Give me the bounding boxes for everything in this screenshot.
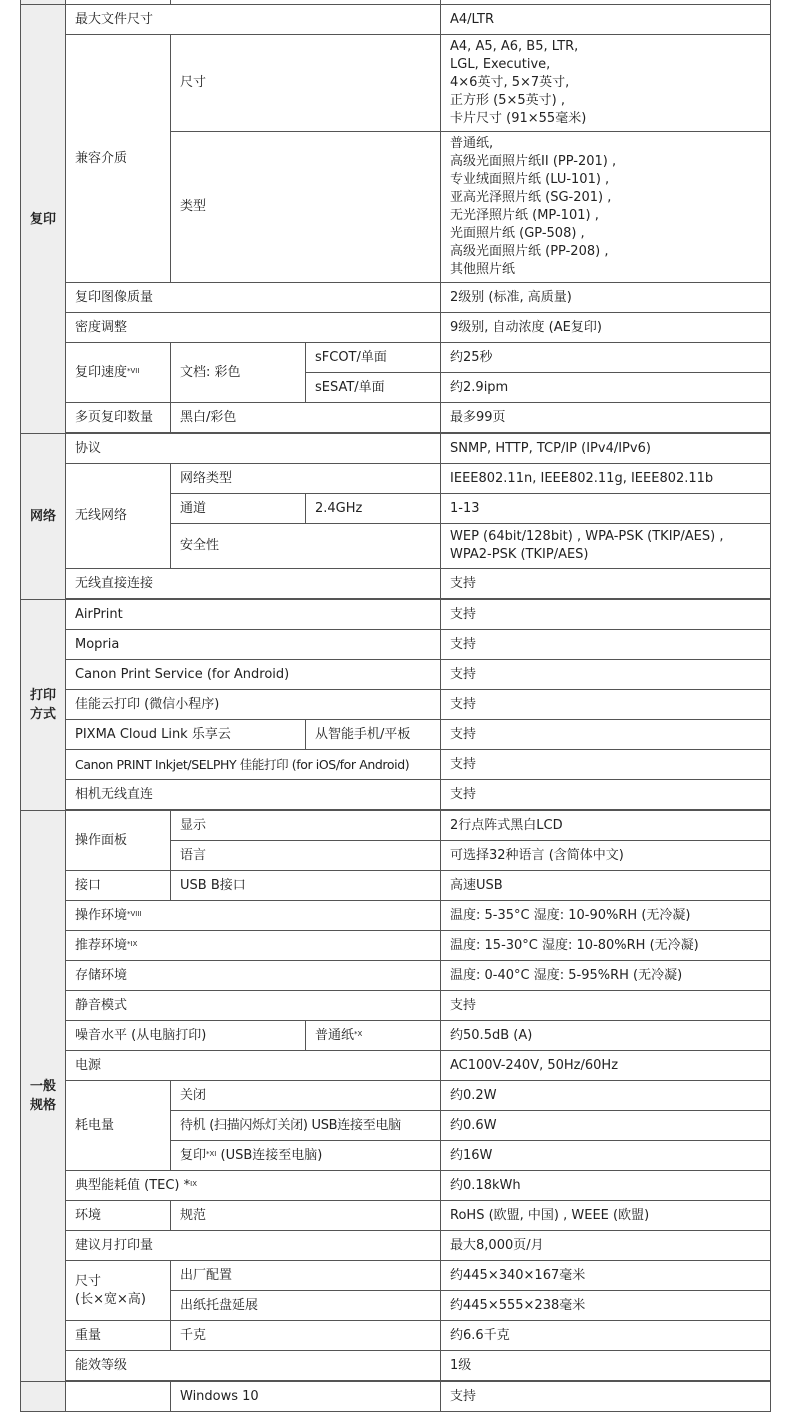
row-value: 支持	[441, 991, 771, 1021]
table-row	[21, 464, 771, 494]
row-value: 温度: 5-35°C 湿度: 10-90%RH (无冷凝)	[441, 901, 771, 931]
table-row	[21, 1351, 771, 1381]
text-line: LGL, Executive,	[450, 57, 551, 72]
row-value: 最多99页	[441, 403, 771, 433]
footnote-mark: *IX	[127, 939, 138, 948]
row-value-types	[441, 132, 771, 283]
row-label: 无线网络	[66, 464, 171, 569]
row-label: Mopria	[66, 630, 441, 660]
table-row	[21, 991, 771, 1021]
table-row	[21, 1171, 771, 1201]
row-label: AirPrint	[66, 600, 441, 630]
row-label: 接口	[66, 871, 171, 901]
row-value: 支持	[441, 660, 771, 690]
row-sublabel: USB B接口	[171, 871, 441, 901]
row-value-security	[441, 524, 771, 569]
table-row	[21, 1051, 771, 1081]
row-label: Canon PRINT Inkjet/SELPHY 佳能打印 (for iOS/for Android)	[66, 750, 441, 780]
row-label: 协议	[66, 434, 441, 464]
row-label: 复印图像质量	[66, 283, 441, 313]
row-value: SNMP, HTTP, TCP/IP (IPv4/IPv6)	[441, 434, 771, 464]
footnote-mark: *XI	[206, 1149, 217, 1158]
row-sublabel-copy-power	[171, 1141, 441, 1171]
footnote-mark: *VIII	[127, 909, 142, 918]
table-row	[21, 569, 771, 599]
row-value: AC100V-240V, 50Hz/60Hz	[441, 1051, 771, 1081]
row-value-sizes	[441, 35, 771, 132]
row-sublabel: Windows 10	[171, 1382, 441, 1412]
table-row	[21, 1231, 771, 1261]
row-sublabel: 通道	[171, 494, 306, 524]
row-sublabel: 语言	[171, 841, 441, 871]
label-text: 普通纸	[315, 1027, 355, 1043]
table-row	[21, 750, 771, 780]
row-label-dimensions	[66, 1261, 171, 1321]
row-label-tec	[66, 1171, 441, 1201]
label-text: 典型能耗值 (TEC) *	[75, 1177, 191, 1193]
row-label: 静音模式	[66, 991, 441, 1021]
row-value: 最大8,000页/月	[441, 1231, 771, 1261]
row-value: 1级	[441, 1351, 771, 1381]
table-row	[21, 1021, 771, 1051]
text-line: WPA2-PSK (TKIP/AES)	[450, 547, 589, 562]
row-label: 相机无线直连	[66, 780, 441, 810]
table-row	[21, 931, 771, 961]
row-value: 支持	[441, 600, 771, 630]
spec-table	[20, 0, 771, 1412]
row-label: 无线直接连接	[66, 569, 441, 599]
table-row	[21, 780, 771, 810]
row-label: Canon Print Service (for Android)	[66, 660, 441, 690]
section-line: 规格	[29, 1098, 56, 1113]
table-row	[21, 901, 771, 931]
row-subsublabel: 从智能手机/平板	[306, 720, 441, 750]
row-label: 兼容介质	[66, 35, 171, 283]
table-row	[21, 1382, 771, 1412]
row-value: 1-13	[441, 494, 771, 524]
row-subsublabel: sFCOT/单面	[306, 343, 441, 373]
table-row	[21, 5, 771, 35]
table-row	[21, 283, 771, 313]
row-label: 环境	[66, 1201, 171, 1231]
text-line: 高级光面照片纸II (PP-201) ,	[450, 154, 617, 169]
row-label: 存储环境	[66, 961, 441, 991]
row-value: IEEE802.11n, IEEE802.11g, IEEE802.11b	[441, 464, 771, 494]
row-sublabel: 规范	[171, 1201, 441, 1231]
row-value: 支持	[441, 630, 771, 660]
row-value: 约50.5dB (A)	[441, 1021, 771, 1051]
row-label-copy-speed	[66, 343, 171, 403]
table-row	[21, 343, 771, 373]
table-row	[21, 720, 771, 750]
row-value: 约445×555×238毫米	[441, 1291, 771, 1321]
text-line: 4×6英寸, 5×7英寸,	[450, 75, 570, 90]
row-value: 约0.2W	[441, 1081, 771, 1111]
text-line: A4, A5, A6, B5, LTR,	[450, 39, 579, 54]
row-label: 噪音水平 (从电脑打印)	[66, 1021, 306, 1051]
table-row	[21, 660, 771, 690]
row-label: 建议月打印量	[66, 1231, 441, 1261]
row-value: 支持	[441, 750, 771, 780]
section-line: 方式	[29, 707, 56, 722]
row-label: 电源	[66, 1051, 441, 1081]
table-row	[21, 1081, 771, 1111]
text-line: (长×宽×高)	[75, 1291, 146, 1307]
row-sublabel: 文档: 彩色	[171, 343, 306, 403]
row-label: 重量	[66, 1321, 171, 1351]
table-row	[21, 871, 771, 901]
row-value: 可选择32种语言 (含简体中文)	[441, 841, 771, 871]
label-text: (USB连接至电脑)	[216, 1147, 323, 1163]
text-line: 正方形 (5×5英寸) ,	[450, 93, 565, 108]
table-row	[21, 1201, 771, 1231]
table-row	[21, 35, 771, 132]
row-label: 耗电量	[66, 1081, 171, 1171]
table-row	[21, 690, 771, 720]
row-value: A4/LTR	[441, 5, 771, 35]
row-sublabel: 出厂配置	[171, 1261, 441, 1291]
text-line: 亚高光泽照片纸 (SG-201) ,	[450, 190, 612, 205]
row-value: 支持	[441, 690, 771, 720]
section-network: 网络	[21, 434, 66, 600]
table-row	[21, 403, 771, 433]
section-line: 打印	[29, 688, 56, 703]
footnote-mark: *X	[354, 1029, 363, 1038]
row-value: 支持	[441, 569, 771, 599]
row-value: 2级别 (标准, 高质量)	[441, 283, 771, 313]
row-sublabel: 待机 (扫描闪烁灯关闭) USB连接至电脑	[171, 1111, 441, 1141]
section-general	[21, 811, 66, 1382]
row-label-rec-env	[66, 931, 441, 961]
footnote-mark: IX	[190, 1179, 198, 1188]
table-row	[21, 313, 771, 343]
row-label-op-env	[66, 901, 441, 931]
row-subsublabel: sESAT/单面	[306, 373, 441, 403]
text-line: 其他照片纸	[450, 262, 516, 277]
row-label: 密度调整	[66, 313, 441, 343]
row-value: 支持	[441, 1382, 771, 1412]
row-sublabel: 网络类型	[171, 464, 441, 494]
footnote-mark: *VII	[127, 366, 140, 375]
table-row	[21, 811, 771, 841]
table-row	[21, 961, 771, 991]
row-sublabel: 关闭	[171, 1081, 441, 1111]
row-subsublabel-noise	[306, 1021, 441, 1051]
row-sublabel: 出纸托盘延展	[171, 1291, 441, 1321]
row-value: 2行点阵式黑白LCD	[441, 811, 771, 841]
row-label: 多页复印数量	[66, 403, 171, 433]
section-line: 一般	[29, 1079, 56, 1094]
table-row	[21, 1261, 771, 1291]
row-label: 操作面板	[66, 811, 171, 871]
label-text: 复印速度	[75, 364, 128, 380]
row-value: 约6.6千克	[441, 1321, 771, 1351]
text-line: 高级光面照片纸 (PP-208) ,	[450, 244, 609, 259]
text-line: WEP (64bit/128bit) , WPA-PSK (TKIP/AES) ,	[450, 529, 724, 544]
row-label: 最大文件尺寸	[66, 5, 441, 35]
row-sublabel: 黑白/彩色	[171, 403, 441, 433]
text-line: 尺寸	[75, 1273, 102, 1289]
row-subsublabel: 2.4GHz	[306, 494, 441, 524]
row-value: 温度: 0-40°C 湿度: 5-95%RH (无冷凝)	[441, 961, 771, 991]
row-value: 约16W	[441, 1141, 771, 1171]
row-value: 约2.9ipm	[441, 373, 771, 403]
text-line: 无光泽照片纸 (MP-101) ,	[450, 208, 599, 223]
row-value: 约0.6W	[441, 1111, 771, 1141]
text-line: 卡片尺寸 (91×55毫米)	[450, 111, 587, 126]
row-sublabel: 类型	[171, 132, 441, 283]
text-line: 普通纸,	[450, 136, 494, 151]
row-sublabel: 安全性	[171, 524, 441, 569]
table-row	[21, 630, 771, 660]
table-row	[21, 600, 771, 630]
row-label: 佳能云打印 (微信小程序)	[66, 690, 441, 720]
row-label	[66, 1382, 171, 1412]
row-sublabel: 显示	[171, 811, 441, 841]
section-cell-bottom	[21, 1382, 66, 1412]
row-value: 约25秒	[441, 343, 771, 373]
row-value: 9级别, 自动浓度 (AE复印)	[441, 313, 771, 343]
row-sublabel: 尺寸	[171, 35, 441, 132]
row-value: 约445×340×167毫米	[441, 1261, 771, 1291]
row-value: RoHS (欧盟, 中国) , WEEE (欧盟)	[441, 1201, 771, 1231]
row-sublabel: 千克	[171, 1321, 441, 1351]
row-label: PIXMA Cloud Link 乐享云	[66, 720, 306, 750]
row-label: 能效等级	[66, 1351, 441, 1381]
label-text: 复印	[180, 1147, 207, 1163]
row-value: 温度: 15-30°C 湿度: 10-80%RH (无冷凝)	[441, 931, 771, 961]
table-row	[21, 1321, 771, 1351]
text-line: 光面照片纸 (GP-508) ,	[450, 226, 585, 241]
row-value: 支持	[441, 780, 771, 810]
label-text: 推荐环境	[75, 937, 128, 953]
text-line: 专业绒面照片纸 (LU-101) ,	[450, 172, 610, 187]
section-print	[21, 600, 66, 811]
row-value: 高速USB	[441, 871, 771, 901]
section-copy: 复印	[21, 5, 66, 434]
table-row	[21, 434, 771, 464]
row-value: 约0.18kWh	[441, 1171, 771, 1201]
row-value: 支持	[441, 720, 771, 750]
label-text: 操作环境	[75, 907, 128, 923]
